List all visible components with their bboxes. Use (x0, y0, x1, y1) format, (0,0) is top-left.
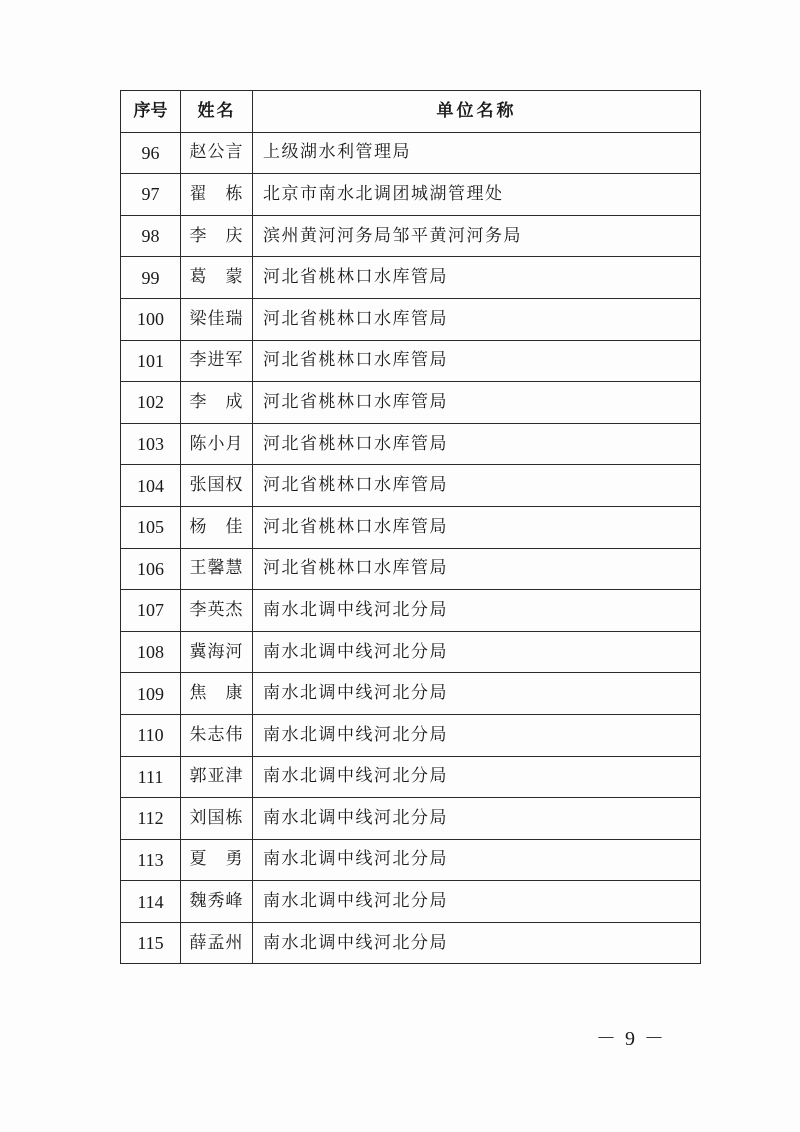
serial-number-cell: 96 (121, 132, 181, 174)
person-name-cell: 翟 栋 (181, 174, 253, 216)
person-name-cell: 朱志伟 (181, 714, 253, 756)
unit-name-cell: 河北省桃林口水库管局 (253, 257, 701, 299)
table-row (121, 881, 701, 923)
table-row (121, 922, 701, 964)
header-unit-name: 单位名称 (253, 91, 701, 133)
person-name-cell: 焦 康 (181, 673, 253, 715)
unit-name-cell: 南水北调中线河北分局 (253, 714, 701, 756)
serial-number-cell: 100 (121, 298, 181, 340)
unit-name-cell: 河北省桃林口水库管局 (253, 423, 701, 465)
serial-number-cell: 98 (121, 215, 181, 257)
person-name-cell: 刘国栋 (181, 798, 253, 840)
header-serial-number: 序号 (121, 91, 181, 133)
unit-name-cell: 北京市南水北调团城湖管理处 (253, 174, 701, 216)
table-row (121, 506, 701, 548)
table-row (121, 839, 701, 881)
person-name-cell: 梁佳瑞 (181, 298, 253, 340)
serial-number-cell: 105 (121, 506, 181, 548)
unit-name-cell: 南水北调中线河北分局 (253, 881, 701, 923)
serial-number-cell: 104 (121, 465, 181, 507)
person-name-cell: 李进军 (181, 340, 253, 382)
table-row (121, 382, 701, 424)
person-name-cell: 李 庆 (181, 215, 253, 257)
unit-name-cell: 南水北调中线河北分局 (253, 839, 701, 881)
serial-number-cell: 108 (121, 631, 181, 673)
roster-body (121, 132, 701, 964)
unit-name-cell: 河北省桃林口水库管局 (253, 340, 701, 382)
table-header-row (121, 91, 701, 133)
person-name-cell: 冀海河 (181, 631, 253, 673)
person-name-cell: 郭亚津 (181, 756, 253, 798)
table-row (121, 631, 701, 673)
table-row (121, 174, 701, 216)
serial-number-cell: 112 (121, 798, 181, 840)
unit-name-cell: 南水北调中线河北分局 (253, 631, 701, 673)
table-row (121, 215, 701, 257)
unit-name-cell: 上级湖水利管理局 (253, 132, 701, 174)
person-name-cell: 王馨慧 (181, 548, 253, 590)
serial-number-cell: 115 (121, 922, 181, 964)
unit-name-cell: 河北省桃林口水库管局 (253, 548, 701, 590)
person-name-cell: 葛 蒙 (181, 257, 253, 299)
person-name-cell: 薛孟州 (181, 922, 253, 964)
serial-number-cell: 110 (121, 714, 181, 756)
roster-table (120, 90, 701, 964)
serial-number-cell: 101 (121, 340, 181, 382)
unit-name-cell: 滨州黄河河务局邹平黄河河务局 (253, 215, 701, 257)
serial-number-cell: 106 (121, 548, 181, 590)
unit-name-cell: 河北省桃林口水库管局 (253, 465, 701, 507)
person-name-cell: 魏秀峰 (181, 881, 253, 923)
serial-number-cell: 103 (121, 423, 181, 465)
unit-name-cell: 河北省桃林口水库管局 (253, 506, 701, 548)
table-row (121, 423, 701, 465)
person-name-cell: 李英杰 (181, 590, 253, 632)
person-name-cell: 赵公言 (181, 132, 253, 174)
serial-number-cell: 102 (121, 382, 181, 424)
unit-name-cell: 南水北调中线河北分局 (253, 673, 701, 715)
table-row (121, 132, 701, 174)
person-name-cell: 李 成 (181, 382, 253, 424)
person-name-cell: 张国权 (181, 465, 253, 507)
unit-name-cell: 南水北调中线河北分局 (253, 922, 701, 964)
table-row (121, 714, 701, 756)
serial-number-cell: 114 (121, 881, 181, 923)
unit-name-cell: 河北省桃林口水库管局 (253, 382, 701, 424)
person-name-cell: 陈小月 (181, 423, 253, 465)
person-name-cell: 夏 勇 (181, 839, 253, 881)
serial-number-cell: 113 (121, 839, 181, 881)
serial-number-cell: 111 (121, 756, 181, 798)
table-row (121, 756, 701, 798)
table-row (121, 257, 701, 299)
header-name: 姓名 (181, 91, 253, 133)
table-row (121, 340, 701, 382)
serial-number-cell: 97 (121, 174, 181, 216)
table-row (121, 673, 701, 715)
table-row (121, 798, 701, 840)
unit-name-cell: 南水北调中线河北分局 (253, 756, 701, 798)
unit-name-cell: 南水北调中线河北分局 (253, 590, 701, 632)
table-row (121, 548, 701, 590)
person-name-cell: 杨 佳 (181, 506, 253, 548)
table-row (121, 298, 701, 340)
table-row (121, 590, 701, 632)
unit-name-cell: 南水北调中线河北分局 (253, 798, 701, 840)
serial-number-cell: 107 (121, 590, 181, 632)
serial-number-cell: 99 (121, 257, 181, 299)
table-row (121, 465, 701, 507)
unit-name-cell: 河北省桃林口水库管局 (253, 298, 701, 340)
page-number: － 9 － (596, 1028, 666, 1050)
serial-number-cell: 109 (121, 673, 181, 715)
